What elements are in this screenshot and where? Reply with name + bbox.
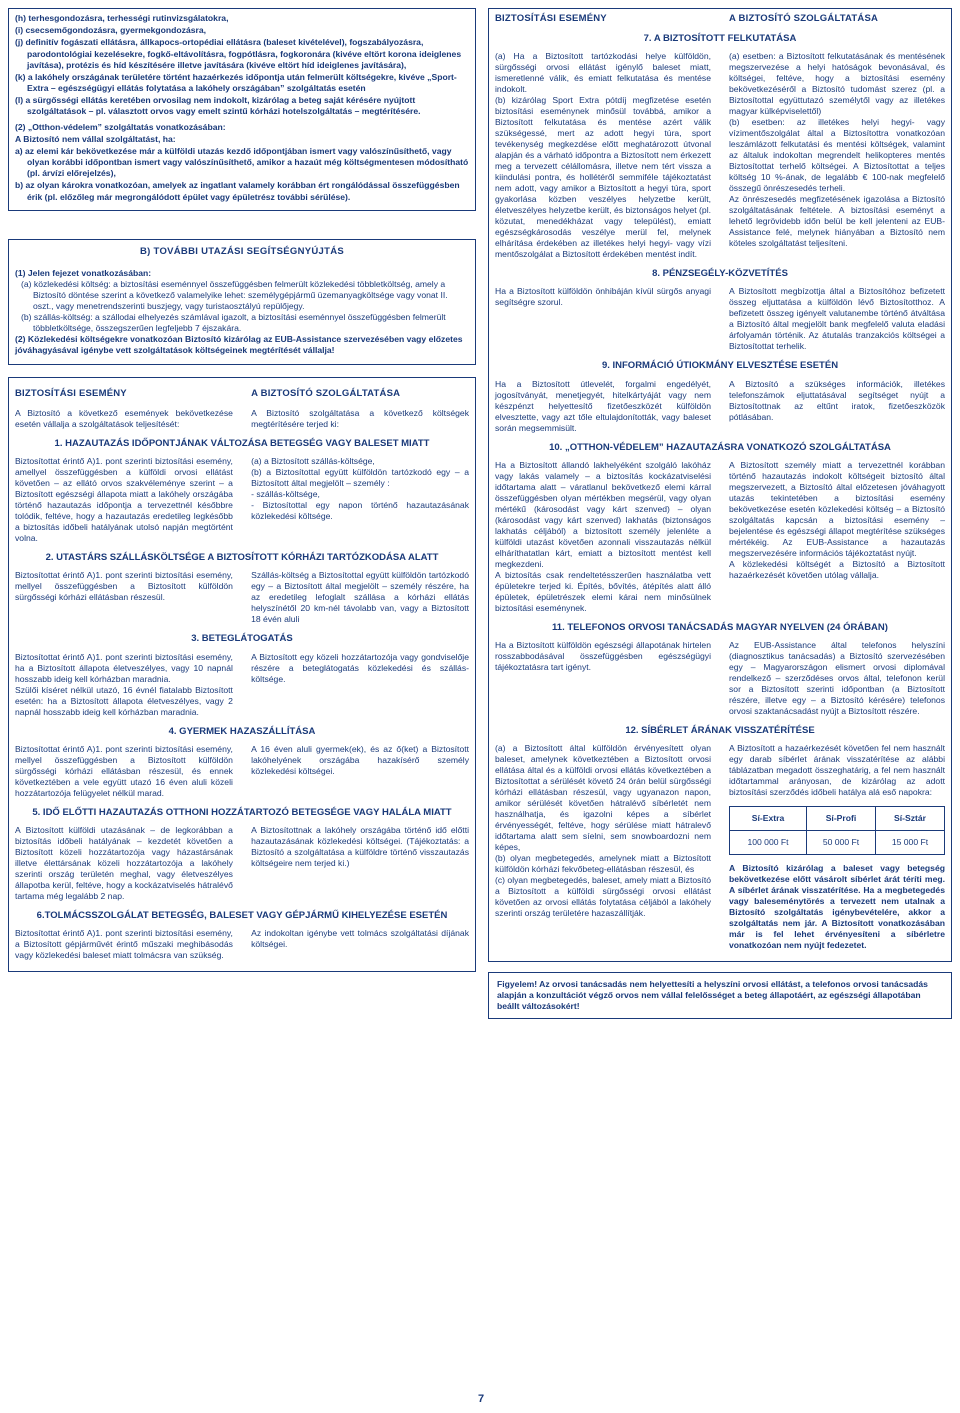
sec10-row — [495, 460, 945, 614]
page-number: 7 — [478, 1393, 485, 1405]
sec7-left: (a) Ha a Biztosított tartózkodási helye külföldön, sürgősségi orvosi ellátást igénylő baleset miatt, ismeretlenné válik, és emiatt felkutatása és mentése indokolt. (b) kizárólag Sport Extra pótdíj megfizetése esetén biztosítási eseménynek minősül továbbá, amikor a Biztosított felkutatása és mentése azért válik szükségessé, mert az adott hegyi túra, sport tevékenység megkezdése előtt meghatározott útvonal alapján és a várható időpontra a Biztosított nem érkezett meg a tervezett célállomásra, illetve nem tért vissza a kiindulási pontra, és hollétéről semmiféle tájékoztatást nem adott, vagy amikor a Biztosított a hegyi túra, sport gyakorlása közben veszélyes helyzetbe került, életveszélyes helyzetbe került, és biztonságos helyet (pl. közutat, menedékházat vagy települést), emiatt egészségkárosodás veszélye merül fel, melynek elhárítása érdekében az illetékes helyi hegyi- vagy vízi mentőszolgálat a Biztosított érdekében mentést indít. — [495, 51, 711, 260]
sec9-right: A Biztosító a szükséges információk, illetékes telefonszámok eljuttatásával segítséget nyújt a Biztosítottnak az eltűnt iratok, fizetőeszközök pótlásában. — [729, 378, 945, 422]
money-header: Sí-Profi — [806, 807, 875, 831]
section-event-text: Biztosítottat érintő A)1. pont szerinti biztosítási esemény, mellyel összefüggésben a Biztosított külföldön sürgősségi kórházi ellátásban részesül. — [15, 570, 233, 603]
section-event-text: Biztosítottat érintő A)1. pont szerinti biztosítási esemény, mellyel összefüggésben a Biztosított külföldön sürgősségi kórházi ellátásban részesül, és ennek következtében a vele együtt utazó 16 éven aluli közeli hozzátartozója felügyelet nélkül marad. — [15, 743, 233, 798]
header-event-right: BIZTOSÍTÁSI ESEMÉNY — [495, 13, 607, 24]
services-table-right — [488, 8, 952, 962]
sec12-left: (a) a Biztosított által külföldön érvényesített olyan baleset, amelynek következtében a Biztosított orvosi ellátása által és a külföldi orvosi ellátás következtében a Biztosítottat a sérülését követő 24 órán belül sürgősségi kórházi ellátásban részesül, vagy ugyanazon napon, amikor sérülését követően hátralévő síbérletét nem használhatja, és igazolni képes a síbérlet érvényességét, feltéve, hogy sérülése miatt hátralevő időtartama alatt sem síelni, sem snowboardozni nem képes, (b) olyan megbetegedés, amelynek miatt a Biztosított külföldön kórházi fekvőbeteg-ellátásban részesül, és (c) olyan megbetegedés, baleset, amely miatt a Biztosító a Biztosított a külföldi sürgősségi orvosi ellátást követően az orvosi ellátás folytatása céljából a lakóhely szerinti ország területére hazaszállítják. — [495, 743, 711, 919]
section-title: 4. GYERMEK HAZASZÁLLÍTÁSA — [168, 725, 316, 737]
section-event-text: Biztosítottat érintő A)1. pont szerinti biztosítási esemény, ha a Biztosított állapota életveszélyes, vagy 10 napnál hosszabb ideig kell kórházban maradnia. Szülői kíséret nélkül utazó, 16 évnél fiatalabb Biztosított esetén: ha a Biztosított állapota életveszélyes, vagy 2 napnál hosszabb ideig kell kórházban maradnia. — [15, 651, 233, 717]
section-title: 3. BETEGLÁTOGATÁS — [191, 633, 293, 645]
money-value-row — [730, 831, 945, 855]
sec11-title: 11. TELEFONOS ORVOSI TANÁCSADÁS MAGYAR NYELVEN (24 ÓRÁBAN) — [552, 621, 888, 633]
exclusion-item-l: (l) a sürgősségi ellátás keretében orvosilag nem indokolt, kizárólag a beteg saját kérésére nyújtott szolgáltatások – pl. választott orvos vagy emelt szintű kórházi hotelszolgáltatás – megtérítésére. — [15, 95, 421, 117]
section-row — [15, 744, 469, 799]
section-event-text: Biztosítottat érintő A)1. pont szerinti biztosítási esemény, a Biztosított gépjárművét érintő műszaki meghibásodás vagy közlekedési baleset miatt tolmácsra van szükség. — [15, 928, 233, 960]
sec7-right: (a) esetben: a Biztosított felkutatásának és mentésének megszervezése a helyi hatóságok bevonásával, és költségei, feltéve, hogy a biztosítási esemény bekövetkezéséről a Biztosító tudomást szerez (pl. a Biztosítottal együttutazó személytől vagy az illetékes magyar külképviselettől) (b) esetben: az illetékes helyi hegyi- vagy vízimentőszolgálat által a Biztosítottra vonatkozóan leszámlázott felkutatási és mentési költségek, valamint az általuk indokoltan megrendelt helikopteres mentés Biztosítottat terhelő költségei. A Biztosítottat a teljes költség 10 %-ának, de legalább € 100-nak megfelelő összegű önrészesedés terheli. Az önrészesedés megfizetésének igazolása a Biztosító szolgáltatásának feltétele. A biztosítási eseményt a lehető legrövidebb időn belül be kell jelenteni az EUB-Assistance felé, melynek hiányában a Biztosító nem köteles szolgáltatást teljesíteni. — [729, 51, 945, 249]
exclusion-item-j: (j) definitív fogászati ellátásra, állkapocs-ortopédiai ellátásra (baleset kivételével), fogszabályozásra, parodontológiai kezelésekre, fogkő-eltávolításra, fogpótlásra, fogkoronára (kivéve eltört korona ideiglenes javítása), protézis és híd készítésére illetve javítására (kivéve eltört híd ideiglenes javítására), — [15, 37, 462, 70]
exclusion-item-k: (k) a lakóhely országának területére történt hazaérkezés időpontja után felmerült költségekre, kivéve „Sport-Extra – egészségügyi ellátás folytatása a lakóhely országában” szolgáltatás esetén — [15, 71, 457, 94]
table-intro-row — [15, 408, 469, 430]
section-title: 6.TOLMÁCSSZOLGÁLAT BETEGSÉG, BALESET VAGY GÉPJÁRMŰ KIHELYEZÉSE ESETÉN — [36, 909, 448, 921]
section-title: 2. UTASTÁRS SZÁLLÁSKÖLTSÉGE A BIZTOSÍTOTT KÓRHÁZI TARTÓZKODÁSA ALATT — [45, 552, 439, 564]
services-table-left — [8, 377, 476, 972]
table-header-right — [495, 13, 945, 25]
sec12-right-b: A Biztosító kizárólag a baleset vagy betegség bekövetkezése előtt vásárolt síbérlet árát téríti meg. A síbérlet árának visszatérítése. Ha a megbetegedés vagy baleseménytörés a tervezett nem utalnak a Biztosító szolgáltatás igénybevételére, akkor a szolgáltatás nem jár. A Biztosított vonatkozásában már is fel lehet érvényesíteni a síbérletre vonatkozóan nem nyújt fedezetet. — [729, 863, 945, 951]
money-value: 50 000 Ft — [806, 831, 875, 855]
sec11-left: Ha a Biztosított külföldön egészségi állapotának hirtelen rosszabbodásával összefüggésben egészségügyi tájékoztatásra tart igényt. — [495, 639, 711, 672]
section-row — [15, 570, 469, 625]
money-value: 15 000 Ft — [875, 831, 944, 855]
section-row — [15, 928, 469, 961]
sec10-right: A Biztosított személy miatt a tervezettnél korábban történő hazautazás indokolt költségeit biztosító által megszervezett, a Biztosító által előzetesen jóváhagyott utazás tekintetében a biztosítási esemény bekövetkezése esetén közlekedési költség – a Biztosító szolgáltatás kapcsán a biztosítási esemény – bejelentése és egészségi állapot megtérítése szükséges mértékéig. Az EUB-Assistance a hazautazás megszervezésére információs tájékoztatást nyújt. A közlekedési költségét a Biztosító a Biztosított hazaérkezését követően utólag vállalja. — [729, 459, 945, 580]
warning-box: Figyelem! Az orvosi tanácsadás nem helyettesíti a helyszíni orvosi ellátást, a telefonos orvosi tanácsadás alapján a konzultációt végző orvos nem vállal felelősséget a beteg állapotáért, az egészségi állapotában beállt változásokért! — [488, 972, 952, 1019]
section-service-text: A Biztosított egy közeli hozzátartozója vagy gondviselője részére a beteglátogatás közlekedési és szállás-költsége. — [251, 651, 469, 684]
section-event-text: A Biztosított külföldi utazásának – de legkorábban a biztosítás időbeli hatályának – kezdetét követően a Biztosított közeli hozzátartozója vagy házastársának illetve élettársának közeli hozzátartozója a lakóhely szerinti ország területén meghal, vagy életveszélyes állapotba kerül, feltéve, hogy a kockázatviselés hátralévő tartama még legalább 2 nap. — [15, 824, 233, 901]
sec8-row — [495, 286, 945, 352]
sec7-title: 7. A BIZTOSÍTOTT FELKUTATÁSA — [643, 33, 797, 45]
section-b-title: B) TOVÁBBI UTAZÁSI SEGÍTSÉGNYÚJTÁS — [139, 245, 345, 257]
money-header-row — [730, 807, 945, 831]
sec12-right-a: A Biztosított a hazaérkezését követően fel nem használt egy darab síbérlet árának visszatérítése az alábbi táblázatban megadott összeghatárig, a fel nem használt időtartammal arányosan, de kizárólag az adott biztosítási szerződés időbeli hatálya alá eső napokra: — [729, 743, 945, 798]
sec9-row — [495, 379, 945, 434]
otthon-item-a: a) az elemi kár bekövetkezése már a külföldi utazás kezdő időpontjában ismert vagy valószínűsíthető, vagy olyan korábbi időpontban ismert vagy valószínűsíthető, amikor a hazaút még költségmentesen módosítható (pl. árvízi előrejelzés), — [15, 145, 469, 179]
section-b-box — [8, 239, 476, 365]
header-service-right: A BIZTOSÍTÓ SZOLGÁLTATÁSA — [729, 13, 879, 24]
section-service-text: A 16 éven aluli gyermek(ek), és az ő(ket) a Biztosított lakóhelyének országába hazakísérő személy közlekedési költségei. — [251, 743, 469, 776]
sec8-title: 8. PÉNZSEGÉLY-KÖZVETÍTÉS — [652, 268, 788, 280]
section-service-text: (a) a Biztosított szállás-költsége, (b) a Biztosítottal együtt külföldön tartózkodó egy – a Biztosított által megjelölt – személy : - szállás-költsége, - Biztosítottal egy napon történő hazautazásának közlekedési költsége. — [251, 456, 469, 522]
section-b-a: (a) közlekedési költség: a biztosítási eseménnyel összefüggésben felmerült közlekedési többletköltség, amely a Biztosító döntése szerint a következő valamelyike lehet: személygépjármű üzemanyagköltsége vagy vonat II. oszt., vagy menetrendszerinti buszjegy, vagy turistaosztályú repülőjegy. — [21, 278, 448, 311]
otthon-title: (2) „Otthon-védelem” szolgáltatás vonatkozásában: — [15, 121, 226, 132]
sec12-right — [729, 743, 945, 951]
header-service: A BIZTOSÍTÓ SZOLGÁLTATÁSA — [251, 387, 401, 399]
section-event-text: Biztosítottat érintő A)1. pont szerinti biztosítási esemény, amellyel összefüggésben a külföldi orvosi ellátást követően – az ellátó orvos szakvéleménye szerint – a Biztosított egészségi állapota miatt a lakóhely országába történő hazautazás időpontja a tervezettnél későbbre tolódik, feltéve, hogy a hazautazás eredetileg legkésőbb a biztosítás időbeli hatályának utolsó napján megtörtént volna. — [15, 456, 233, 544]
table-header — [15, 388, 469, 400]
left-sections — [15, 438, 469, 961]
sec11-row — [495, 640, 945, 717]
money-header: Sí-Extra — [730, 807, 807, 831]
section-service-text: Szállás-költség a Biztosítottal együtt külföldön tartózkodó egy – a Biztosított által megjelölt – személy részére, ha az eredetileg lefoglalt szállása a kórházi ellátás helyszínétől 20 km-nél távolabb van, vagy a Biztosított 18 évén aluli — [251, 570, 469, 625]
left-column — [8, 8, 476, 972]
section-b-p1: (1) Jelen fejezet vonatkozásában: — [15, 267, 152, 278]
sec10-left: Ha a Biztosított állandó lakhelyéként szolgáló lakóház vagy lakás valamely – a biztosítás kockázatviselési időtartama alatt – váratlanul bekövetkező elemi kárral összefüggésben olyan mértékben megsérül, vagy olyan mértékű (károsodást vagy kárt szenved) – olyan (károsodást vagy kárt szenved) lakhatás (biztonságos lakhatás céljából) a biztosított személy jelenléte a külföldi utazást követően azonnali visszautazás nélkül elháríthatatlan kárt, emiatt a biztosított mentést kell megkezdeni. A biztosítás csak rendeltetésszerűen használatba vett épületekre terjed ki. Építés, bővítés, átépítés alatt álló épületek, épületrészek elemi kárai nem minősülnek biztosítási eseménynek. — [495, 459, 711, 613]
sec7-row — [495, 51, 945, 260]
intro-right: A Biztosító szolgáltatása a következő költségek megtérítésére terjed ki: — [251, 408, 469, 430]
money-header: Sí-Sztár — [875, 807, 944, 831]
section-title: 1. HAZAUTAZÁS IDŐPONTJÁNAK VÁLTOZÁSA BETEGSÉG VAGY BALESET MIATT — [54, 438, 430, 450]
header-event: BIZTOSÍTÁSI ESEMÉNY — [15, 387, 127, 399]
otthon-item-b: b) az olyan károkra vonatkozóan, amelyek az ingatlant valamely korábban ért rongálódással összefüggésben érik (pl. előzőleg már megrongálódott épület vagy épületrész további sérülése). — [15, 180, 460, 202]
sec8-left: Ha a Biztosított külföldön önhibáján kívül sürgős anyagi segítségre szorul. — [495, 286, 711, 308]
section-row — [15, 456, 469, 544]
exclusion-item-i: (i) csecsemőgondozásra, gyermekgondozásra, — [15, 25, 207, 36]
exclusions-box — [8, 8, 476, 211]
section-b-b: (b) szállás-költség: a szállodai elhelyezés számlával igazolt, a biztosítási eseménnyel összefüggésben felmerült többletköltsége, összegszerűen legfeljebb 7 éjszakára. — [21, 311, 446, 333]
ski-pass-limit-table — [729, 806, 945, 855]
sec9-left: Ha a Biztosított útlevelét, forgalmi engedélyét, jogosítványát, menetjegyét, hitelkártyáját vagy nem készpénzt helyettesítő fizetőeszközét külföldön elvesztette, vagy azt tőle eltulajdonították, vagy baleset során megsemmisült. — [495, 378, 711, 433]
sec9-title: 9. INFORMÁCIÓ ÚTIOKMÁNY ELVESZTÉSE ESETÉN — [601, 360, 839, 372]
sec11-right: Az EUB-Assistance által telefonos helyszíni (diagnosztikus tanácsadás) a Biztosító szervezésében egy – Magyarországon elismert orvosi diplomával rendelkező – szerződéses orvos által, telefonon kerül sor a Biztosított szerinti időpontban (a Biztosított részére, illetve egy – a Biztosító kérésére) telefonos orvosi szaktanácsadást nyújt a Biztosított részére. — [729, 639, 945, 716]
section-service-text: A Biztosítottnak a lakóhely országába történő idő előtti hazautazásának közlekedési költségei. (Tájékoztatás: a Biztosító a szolgáltatása a külföldre történő visszautazás költségeire nem terjed ki.) — [251, 824, 469, 868]
sec12-row — [495, 743, 945, 951]
otthon-lead: A Biztosító nem vállal szolgáltatást, ha: — [15, 133, 176, 144]
right-column — [488, 8, 952, 1019]
section-b-p2: (2) Közlekedési költségekre vonatkozóan Biztosító kizárólag az EUB-Assistance szervezésében vagy előzetes jóváhagyásával igénybe vett szolgáltatások költségeinek megtérítését vállalja! — [15, 333, 463, 355]
section-row — [15, 652, 469, 718]
sec12-title: 12. SÍBÉRLET ÁRÁNAK VISSZATÉRÍTÉSE — [625, 724, 815, 736]
money-value: 100 000 Ft — [730, 831, 807, 855]
sec8-right: A Biztosított megbízottja által a Biztosítóhoz befizetett összeg eljuttatása a külföldön lévő Biztosítotthoz. A befizetett összeg igényelt valutanembe történő átváltása a Biztosító által megjelölt bank megfelelő valuta eladási árfolyamán történik. Az átutalás tranzakciós költségei a Biztosítottat terhelik. — [729, 286, 945, 352]
section-service-text: Az indokoltan igénybe vett tolmács szolgáltatási díjának költségei. — [251, 928, 469, 949]
exclusion-item-h: (h) terhesgondozásra, terhességi rutinvizsgálatokra, — [15, 13, 229, 23]
sec10-title: 10. „OTTHON-VÉDELEM” HAZAUTAZÁSRA VONATKOZÓ SZOLGÁLTATÁSA — [549, 441, 891, 453]
section-row — [15, 825, 469, 902]
intro-left: A Biztosító a következő események bekövetkezése esetén vállalja a szolgáltatások teljesítését: — [15, 408, 233, 430]
section-title: 5. IDŐ ELŐTTI HAZAUTAZÁS OTTHONI HOZZÁTARTOZÓ BETEGSÉGE VAGY HALÁLA MIATT — [32, 806, 452, 818]
